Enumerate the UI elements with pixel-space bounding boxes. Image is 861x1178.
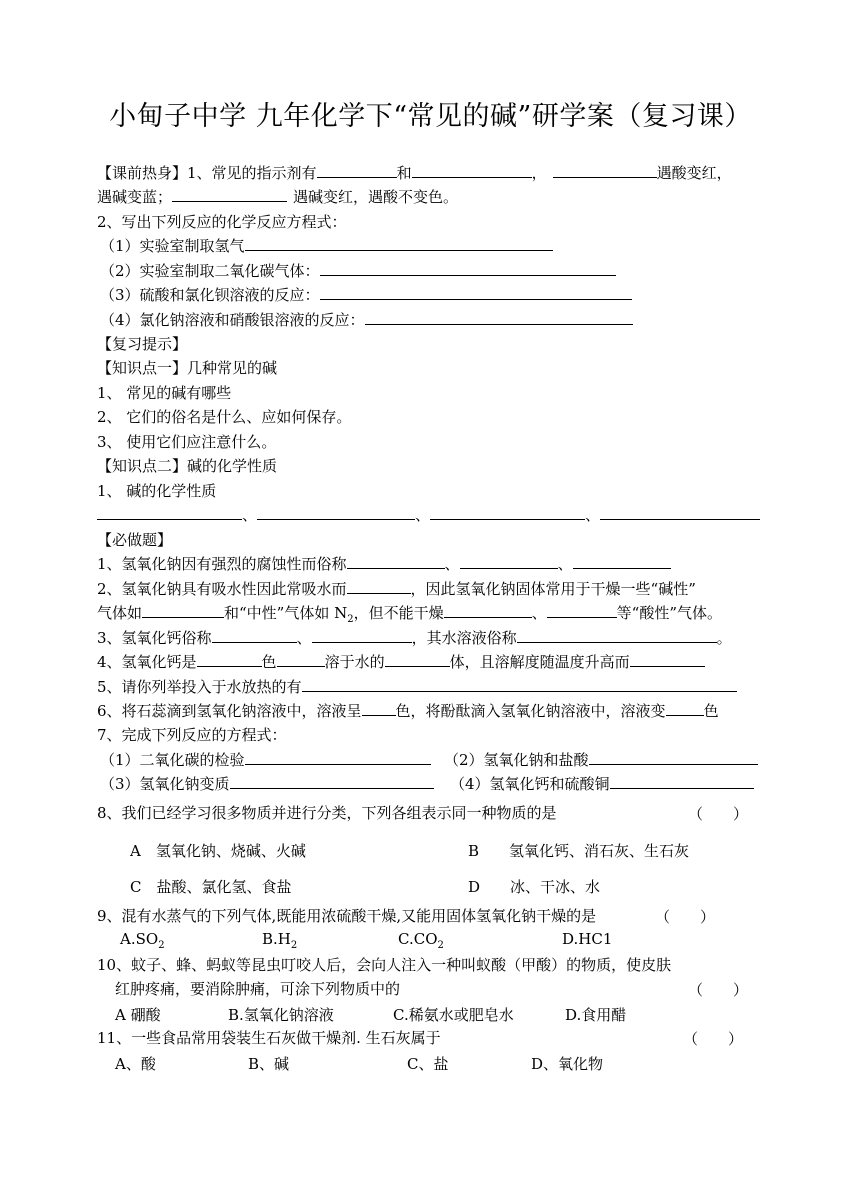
q11-option-a: A、酸 [115, 1055, 156, 1073]
blank[interactable] [97, 505, 242, 520]
warmup-r4 [100, 310, 633, 330]
must-q1 [97, 554, 671, 574]
blank[interactable] [589, 750, 758, 765]
answer-paren[interactable]: （ ） [655, 908, 716, 926]
blank[interactable] [444, 603, 532, 618]
mc-q11: 11、一些食品常用袋装生石灰做干燥剂. 生石灰属于 [97, 1029, 441, 1047]
q3-text: 3、氢氧化钙俗称 [97, 629, 212, 647]
blank[interactable] [666, 701, 704, 716]
q2-text-d: 和“中性”气体如 N [224, 604, 348, 622]
page-title: 小甸子中学 九年化学下“常见的碱”研学案（复习课） [109, 101, 752, 132]
q8-option-d: D 冰、干冰、水 [468, 878, 601, 896]
blank[interactable] [347, 554, 445, 569]
warmup-label: 【课前热身】 [97, 164, 188, 182]
must-q7-1 [100, 750, 431, 770]
sep: 、 [585, 506, 601, 524]
q10-option-b: B.氢氧化钠溶液 [228, 1006, 334, 1024]
blank[interactable] [317, 163, 397, 178]
kp1-item-2: 2、 它们的俗名是什么、应如何保存。 [97, 408, 352, 426]
blank[interactable] [347, 579, 411, 594]
blank[interactable] [257, 505, 415, 520]
q10-option-a: A 硼酸 [115, 1006, 161, 1024]
r4-text: （4）氯化钠溶液和硝酸银溶液的反应： [100, 311, 365, 329]
q3-text-c: ，其水溶液俗称 [411, 629, 517, 647]
mc-q10-line1: 10、蚊子、蜂、蚂蚁等昆虫叮咬人后，会向人注入一种叫蚁酸（甲酸）的物质，使皮肤 [97, 956, 672, 974]
sep: 、 [242, 506, 258, 524]
q6-text-c: 色 [703, 702, 719, 720]
warmup-q1-text: 1、常见的指示剂有 [187, 164, 317, 182]
q2-text-e: ，但不能干燥 [353, 604, 444, 622]
must-q2-line1 [97, 579, 696, 599]
q11-option-b: B、碱 [248, 1055, 290, 1073]
must-q2-line2 [97, 603, 722, 630]
answer-paren[interactable]: （ ） [688, 981, 749, 999]
blank[interactable] [430, 505, 585, 520]
q9-option-d: D.HC1 [562, 930, 613, 948]
blank[interactable] [245, 236, 553, 251]
mc-q8: 8、我们已经学习很多物质并进行分类，下列各组表示同一种物质的是 [97, 804, 557, 822]
r2-text: （2）实验室制取二氧化碳气体： [100, 262, 320, 280]
review-label: 【复习提示】 [97, 335, 188, 353]
blank[interactable] [517, 628, 717, 643]
warmup-q1-end: 遇碱变红，遇酸不变色。 [293, 188, 459, 206]
blank[interactable] [630, 652, 705, 667]
blank[interactable] [245, 750, 431, 765]
blank[interactable] [547, 603, 617, 618]
warmup-q1-base: 遇碱变蓝； [97, 188, 173, 206]
answer-paren[interactable]: （ ） [688, 805, 749, 823]
blank[interactable] [197, 652, 262, 667]
blank[interactable] [412, 163, 532, 178]
blank[interactable] [460, 554, 558, 569]
kp1-item-3: 3、 使用它们应注意什么。 [97, 433, 277, 451]
must-q7-4 [450, 774, 754, 794]
q1-text: 1、氢氧化钠因有强烈的腐蚀性而俗称 [97, 555, 347, 573]
sep: 、 [557, 555, 573, 573]
q6-text-b: 色，将酚酞滴入氢氧化钠溶液中，溶液变 [395, 702, 666, 720]
q7-3-text: （3）氢氧化钠变质 [100, 775, 230, 793]
subscript: 2 [158, 940, 165, 951]
q8-option-a: A 氢氧化钠、烧碱、火碱 [130, 842, 306, 860]
q7-4-text: （4）氢氧化钙和硫酸铜 [450, 775, 610, 793]
comma: ， [531, 164, 547, 182]
blank[interactable] [212, 628, 297, 643]
q5-text: 5、请你列举投入于水放热的有 [97, 678, 302, 696]
kp2-blanks [97, 505, 760, 525]
subscript: 2 [437, 940, 444, 951]
must-q7-2 [444, 750, 758, 770]
q4-text: 4、氢氧化钙是 [97, 653, 197, 671]
blank[interactable] [302, 677, 737, 692]
q2-text-c: 气体如 [97, 604, 143, 622]
warmup-q1-acid: 遇酸变红， [656, 164, 732, 182]
answer-paren[interactable]: （ ） [683, 1030, 744, 1048]
must-q7: 7、完成下列反应的方程式： [97, 726, 287, 744]
q9-b-text: B.H [262, 930, 291, 948]
kp1-heading: 【知识点一】几种常见的碱 [97, 359, 278, 377]
blank[interactable] [600, 505, 760, 520]
q4-text-b: 色 [261, 653, 277, 671]
blank[interactable] [320, 285, 632, 300]
q9-a-text: A.SO [120, 930, 159, 948]
warmup-r1 [100, 236, 553, 256]
blank[interactable] [142, 603, 224, 618]
warmup-q1-line1 [97, 163, 732, 183]
must-q5 [97, 677, 737, 697]
q2-text-g: 等“酸性”气体。 [616, 604, 722, 622]
q2-text-b: ，因此氢氧化钠固体常用于干燥一些“碱性” [410, 580, 696, 598]
q2-text: 2、氢氧化钠具有吸水性因此常吸水而 [97, 580, 347, 598]
q4-text-d: 体，且溶解度随温度升高而 [449, 653, 630, 671]
kp2-heading: 【知识点二】碱的化学性质 [97, 457, 278, 475]
period: 。 [716, 629, 732, 647]
blank[interactable] [320, 261, 616, 276]
mc-q9: 9、混有水蒸气的下列气体,既能用浓硫酸干燥,又能用固体氢氧化钠干燥的是 [97, 907, 597, 925]
must-q3 [97, 628, 732, 648]
q11-option-d: D、氧化物 [531, 1055, 604, 1073]
q10-option-c: C.稀氨水或肥皂水 [393, 1006, 514, 1024]
mc-q10-line2: 红肿疼痛，要消除肿痛，可涂下列物质中的 [115, 980, 401, 998]
blank[interactable] [385, 652, 450, 667]
q9-option-b [262, 930, 297, 951]
blank[interactable] [312, 628, 412, 643]
q8-option-b: B 氢氧化钙、消石灰、生石灰 [468, 842, 690, 860]
q9-option-a [120, 930, 165, 951]
blank[interactable] [365, 310, 633, 325]
q9-option-c [398, 930, 444, 951]
q8-option-c: C 盐酸、氯化氢、食盐 [130, 878, 292, 896]
sep: 、 [296, 629, 312, 647]
q10-option-d: D.食用醋 [565, 1006, 627, 1024]
blank[interactable] [230, 774, 434, 789]
must-q7-3 [100, 774, 434, 794]
q9-c-text: C.CO [398, 930, 438, 948]
blank[interactable] [553, 163, 657, 178]
q11-option-c: C、盐 [407, 1055, 449, 1073]
must-label: 【必做题】 [97, 531, 173, 549]
warmup-q1-and: 和 [396, 164, 412, 182]
must-q6 [97, 701, 719, 721]
sep: 、 [415, 506, 431, 524]
q6-text: 6、将石蕊滴到氢氧化钠溶液中，溶液呈 [97, 702, 362, 720]
q7-2-text: （2）氢氧化钠和盐酸 [444, 751, 589, 769]
must-q4 [97, 652, 705, 672]
blank[interactable] [610, 774, 754, 789]
subscript: 2 [347, 614, 354, 625]
q4-text-c: 溶于水的 [324, 653, 385, 671]
warmup-r2 [100, 261, 616, 281]
blank[interactable] [277, 652, 325, 667]
kp1-item-1: 1、 常见的碱有哪些 [97, 384, 232, 402]
subscript: 2 [290, 940, 298, 951]
r1-text: （1）实验室制取氢气 [100, 237, 245, 255]
blank[interactable] [172, 187, 287, 202]
warmup-r3 [100, 285, 632, 305]
blank[interactable] [362, 701, 396, 716]
kp2-item-1: 1、 碱的化学性质 [97, 482, 217, 500]
warmup-q2: 2、写出下列反应的化学反应方程式： [97, 213, 347, 231]
sep: 、 [444, 555, 460, 573]
warmup-q1-line2 [97, 187, 458, 207]
q7-1-text: （1）二氧化碳的检验 [100, 751, 245, 769]
blank[interactable] [573, 554, 671, 569]
r3-text: （3）硫酸和氯化钡溶液的反应： [100, 286, 320, 304]
sep: 、 [531, 604, 547, 622]
